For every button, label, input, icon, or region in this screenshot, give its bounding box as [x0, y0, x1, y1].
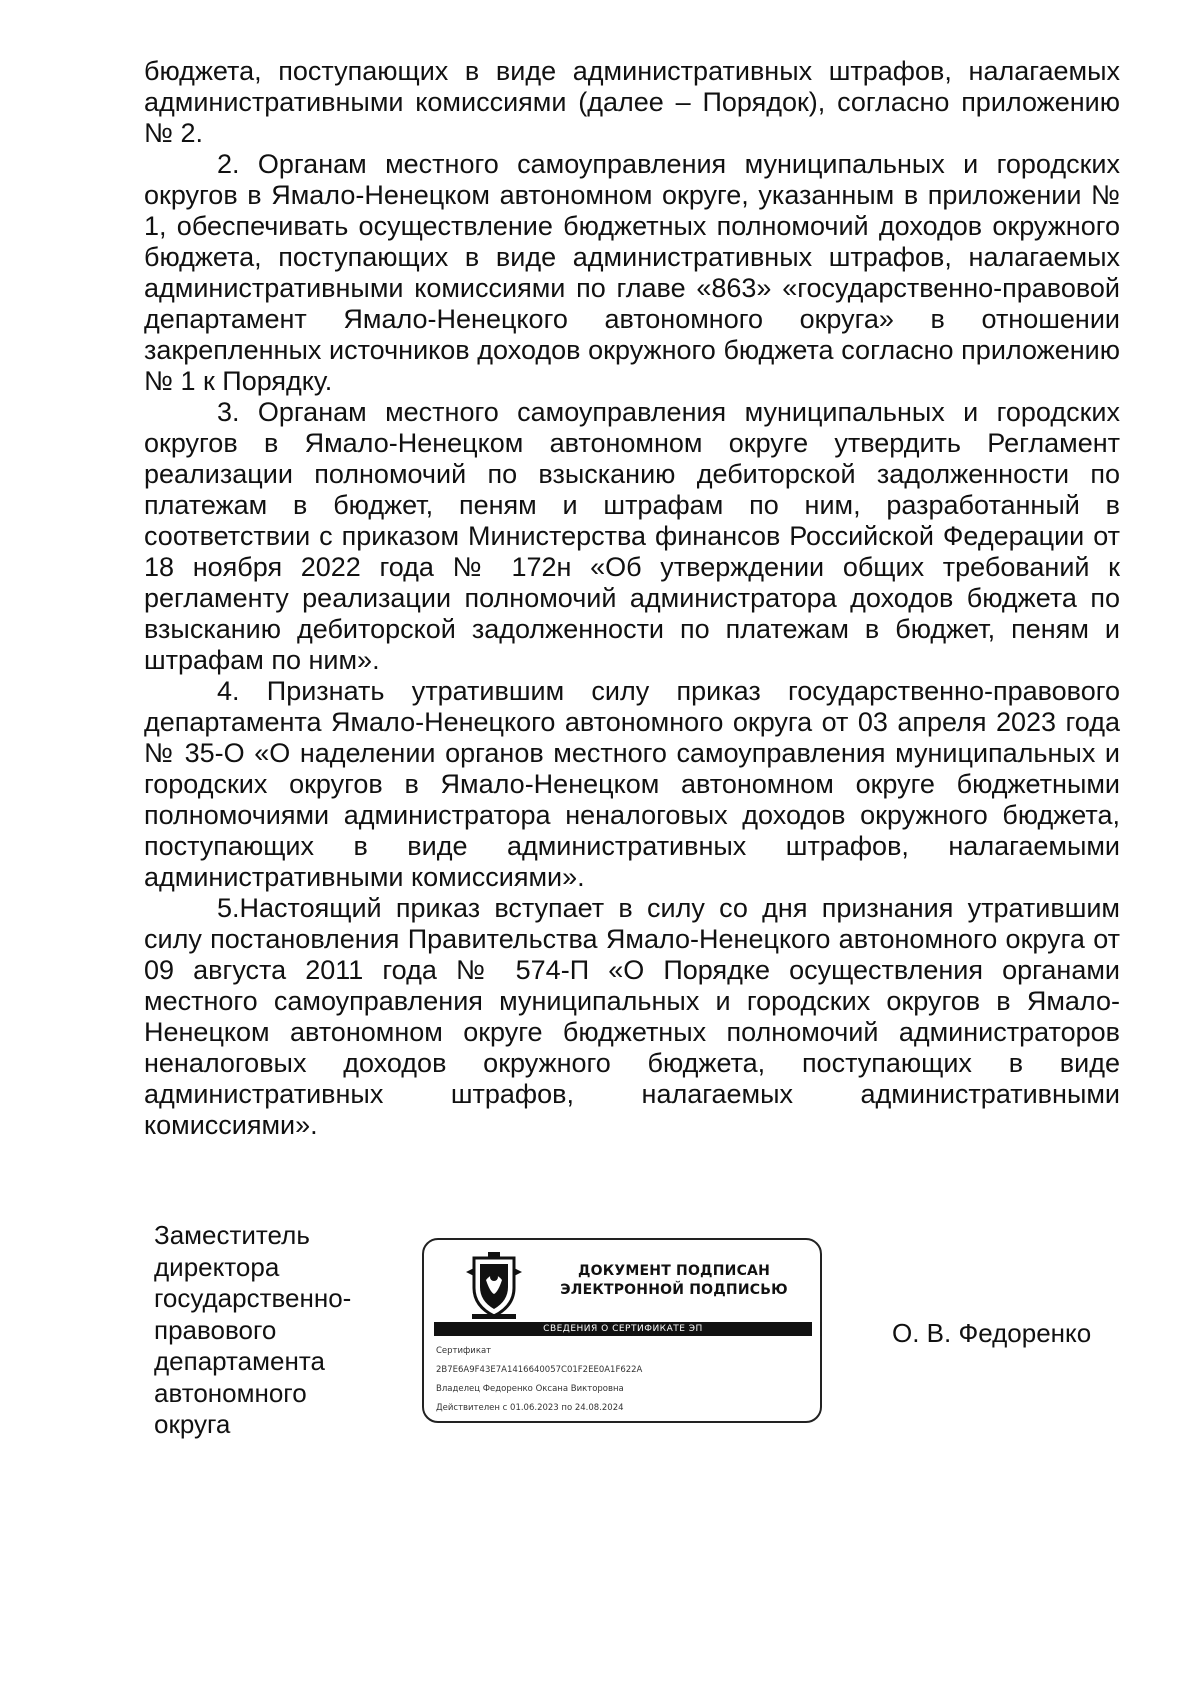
- signer-position-line: Заместитель: [154, 1220, 310, 1250]
- stamp-heading-line: ЭЛЕКТРОННОЙ ПОДПИСЬЮ: [560, 1282, 788, 1298]
- certificate-details: [436, 1342, 812, 1418]
- signer-position-line: департамента: [154, 1346, 325, 1376]
- paragraph-2: 2. Органам местного самоуправления муниципальных и городских округов в Ямало-Ненецком автономном округе, указанным в приложении № 1, обеспечивать осуществление бюджетных полномочий доходов окружного бюджета, поступающих в виде административных штрафов, налагаемых административными комиссиями по главе «863» «государственно-правовой департамент Ямало-Ненецкого автономного округа» в отношении закрепленных источников доходов окружного бюджета согласно приложению № 1 к Порядку.: [144, 149, 1120, 396]
- document-body: [144, 56, 1120, 1141]
- coat-of-arms-icon: [462, 1250, 526, 1322]
- signer-position-line: правового: [154, 1314, 277, 1345]
- certificate-serial: 2B7E6A9F43E7A1416640057C01F2EE0A1F622A: [436, 1365, 643, 1375]
- certificate-label: Сертификат: [436, 1346, 492, 1356]
- certificate-info-bar: СВЕДЕНИЯ О СЕРТИФИКАТЕ ЭП: [434, 1322, 812, 1336]
- signer-name: О. В. Федоренко: [892, 1318, 1092, 1348]
- paragraph-continuation: бюджета, поступающих в виде административных штрафов, налагаемых административными комиссиями (далее – Порядок), согласно приложению № 2.: [144, 56, 1120, 148]
- stamp-heading: [544, 1262, 804, 1300]
- signer-position-line: государственно-: [154, 1283, 352, 1313]
- certificate-owner: Владелец Федоренко Оксана Викторовна: [436, 1384, 624, 1394]
- signer-position-line: автономного: [154, 1377, 307, 1408]
- signer-position-line: округа: [154, 1409, 231, 1439]
- signature-block: [154, 1220, 1154, 1440]
- signer-position: [154, 1220, 414, 1441]
- signer-position-line: директора: [154, 1251, 280, 1282]
- paragraph-4: 4. Признать утратившим силу приказ государственно-правового департамента Ямало-Ненецкого автономного округа от 03 апреля 2023 года № 35-О «О наделении органов местного самоуправления муниципальных и городских округов в Ямало-Ненецком автономном округе бюджетными полномочиями администратора неналоговых доходов окружного бюджета, поступающих в виде административных штрафов, налагаемыми административными комиссиями».: [144, 676, 1120, 892]
- paragraph-5: 5.Настоящий приказ вступает в силу со дня признания утратившим силу постановления Правительства Ямало-Ненецкого автономного округа от 09 августа 2011 года № 574-П «О Порядке осуществления органами местного самоуправления муниципальных и городских округов в Ямало-Ненецком автономном округе бюджетных полномочий администраторов неналоговых доходов окружного бюджета, поступающих в виде административных штрафов, налагаемых административными комиссиями».: [144, 893, 1120, 1140]
- stamp-heading-line: ДОКУМЕНТ ПОДПИСАН: [578, 1263, 770, 1279]
- electronic-signature-stamp: [422, 1238, 822, 1423]
- paragraph-3: 3. Органам местного самоуправления муниципальных и городских округов в Ямало-Ненецком автономном округе утвердить Регламент реализации полномочий по взысканию дебиторской задолженности по платежам в бюджет, пеням и штрафам по ним, разработанный в соответствии с приказом Министерства финансов Российской Федерации от 18 ноября 2022 года № 172н «Об утверждении общих требований к регламенту реализации полномочий администратора доходов бюджета по взысканию дебиторской задолженности по платежам в бюджет, пеням и штрафам по ним».: [144, 397, 1120, 675]
- certificate-validity: Действителен с 01.06.2023 по 24.08.2024: [436, 1403, 624, 1413]
